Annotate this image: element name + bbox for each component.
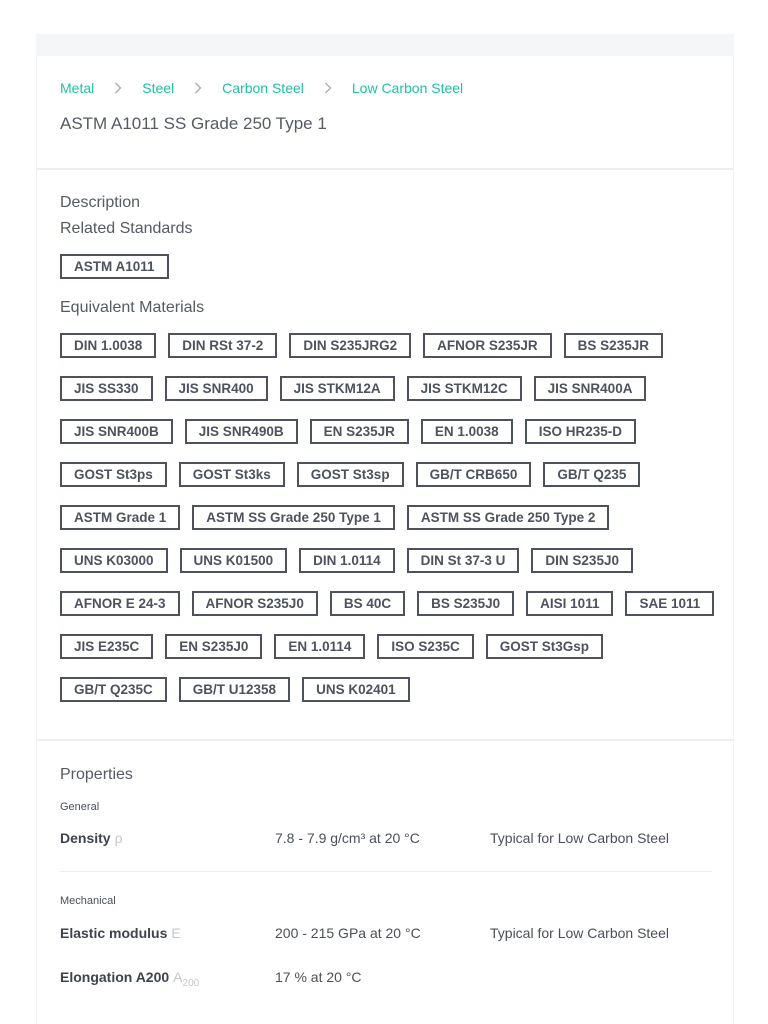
property-row-elongation: [60, 969, 712, 989]
equivalent-material-tag[interactable]: GOST St3ps: [60, 462, 167, 487]
equivalent-material-tag[interactable]: UNS K02401: [302, 677, 410, 702]
equivalent-material-tag[interactable]: DIN S235JRG2: [289, 333, 411, 358]
equivalent-material-tag[interactable]: JIS STKM12A: [280, 376, 395, 401]
equivalent-material-tag[interactable]: UNS K01500: [180, 548, 288, 573]
equivalent-material-tag[interactable]: EN 1.0114: [274, 634, 365, 659]
property-note: Typical for Low Carbon Steel: [490, 830, 669, 846]
equivalent-materials-heading: Equivalent Materials: [60, 299, 205, 316]
equivalent-material-tag[interactable]: DIN 1.0114: [299, 548, 395, 573]
equivalent-material-tag[interactable]: GB/T CRB650: [416, 462, 532, 487]
equivalent-material-tag[interactable]: EN S235J0: [165, 634, 262, 659]
equivalent-material-tag[interactable]: DIN RSt 37-2: [168, 333, 277, 358]
top-bar: [36, 34, 734, 56]
equivalent-material-tag[interactable]: EN S235JR: [310, 419, 409, 444]
property-name: Elongation A200 $A_{200}$: [60, 969, 200, 989]
property-symbol: $A_{200}$: [173, 969, 200, 989]
equivalent-material-tag[interactable]: GOST St3sp: [297, 462, 404, 487]
related-standards-heading: Related Standards: [60, 220, 193, 237]
equivalent-material-tag[interactable]: JIS SNR400A: [534, 376, 647, 401]
equivalent-material-tag[interactable]: GB/T U12358: [179, 677, 290, 702]
chevron-right-icon: [107, 82, 129, 94]
breadcrumb-steel[interactable]: Steel: [142, 80, 175, 96]
equivalent-material-tag[interactable]: ASTM SS Grade 250 Type 1: [192, 505, 395, 530]
breadcrumb-metal[interactable]: Metal: [60, 80, 95, 96]
properties-card: [36, 742, 734, 1024]
properties-heading: Properties: [60, 766, 133, 783]
equivalent-material-tag[interactable]: ISO HR235-D: [525, 419, 636, 444]
property-value: 17 % at 20 °C: [275, 969, 362, 985]
property-row-density: [60, 830, 712, 850]
equivalent-material-tag[interactable]: JIS E235C: [60, 634, 153, 659]
description-heading: Description: [60, 194, 141, 211]
equivalent-material-tag[interactable]: JIS SNR400B: [60, 419, 173, 444]
equivalent-material-tag[interactable]: GOST St3ks: [179, 462, 285, 487]
property-symbol: E: [171, 925, 181, 941]
equivalent-material-tag[interactable]: JIS SS330: [60, 376, 153, 401]
property-name: Density ρ: [60, 830, 123, 846]
equivalent-material-tag[interactable]: ASTM SS Grade 250 Type 2: [407, 505, 610, 530]
breadcrumb-low-carbon-steel[interactable]: Low Carbon Steel: [351, 80, 464, 96]
chevron-right-icon: [317, 82, 339, 94]
equivalent-material-tag[interactable]: ASTM Grade 1: [60, 505, 180, 530]
equivalent-material-tag[interactable]: AFNOR S235J0: [192, 591, 318, 616]
property-value: 200 - 215 GPa at 20 °C: [275, 925, 421, 941]
equivalent-materials-list: [60, 333, 720, 702]
equivalent-material-tag[interactable]: JIS STKM12C: [407, 376, 522, 401]
property-group-general: General: [60, 801, 100, 813]
equivalent-material-tag[interactable]: ISO S235C: [377, 634, 473, 659]
equivalent-material-tag[interactable]: DIN S235J0: [531, 548, 633, 573]
equivalent-material-tag[interactable]: SAE 1011: [625, 591, 714, 616]
equivalent-material-tag[interactable]: DIN St 37-3 U: [407, 548, 520, 573]
equivalent-material-tag[interactable]: DIN 1.0038: [60, 333, 156, 358]
equivalent-material-tag[interactable]: BS 40C: [330, 591, 405, 616]
equivalent-material-tag[interactable]: BS S235JR: [564, 333, 663, 358]
property-symbol: ρ: [114, 830, 123, 846]
property-divider: [60, 871, 712, 872]
chevron-right-icon: [187, 82, 209, 94]
related-standard-tag[interactable]: ASTM A1011: [60, 254, 169, 279]
equivalent-material-tag[interactable]: GB/T Q235C: [60, 677, 167, 702]
related-standards-list: [60, 254, 720, 279]
equivalent-material-tag[interactable]: EN 1.0038: [421, 419, 513, 444]
equivalent-material-tag[interactable]: BS S235J0: [417, 591, 514, 616]
equivalent-material-tag[interactable]: GOST St3Gsp: [486, 634, 603, 659]
property-row-elastic-modulus: [60, 925, 712, 945]
header-card: [36, 56, 734, 170]
description-card: [36, 171, 734, 741]
equivalent-material-tag[interactable]: UNS K03000: [60, 548, 168, 573]
equivalent-material-tag[interactable]: AFNOR E 24-3: [60, 591, 180, 616]
property-value: 7.8 - 7.9 g/cm³ at 20 °C: [275, 830, 420, 846]
equivalent-material-tag[interactable]: AFNOR S235JR: [423, 333, 552, 358]
equivalent-material-tag[interactable]: AISI 1011: [526, 591, 613, 616]
equivalent-material-tag[interactable]: JIS SNR400: [165, 376, 268, 401]
breadcrumb: [60, 80, 463, 96]
breadcrumb-carbon-steel[interactable]: Carbon Steel: [222, 80, 304, 96]
property-group-mechanical: Mechanical: [60, 895, 116, 907]
equivalent-material-tag[interactable]: JIS SNR490B: [185, 419, 298, 444]
page-title: ASTM A1011 SS Grade 250 Type 1: [60, 114, 327, 133]
property-note: Typical for Low Carbon Steel: [490, 925, 669, 941]
property-name: Elastic modulus E: [60, 925, 181, 941]
equivalent-material-tag[interactable]: GB/T Q235: [543, 462, 640, 487]
